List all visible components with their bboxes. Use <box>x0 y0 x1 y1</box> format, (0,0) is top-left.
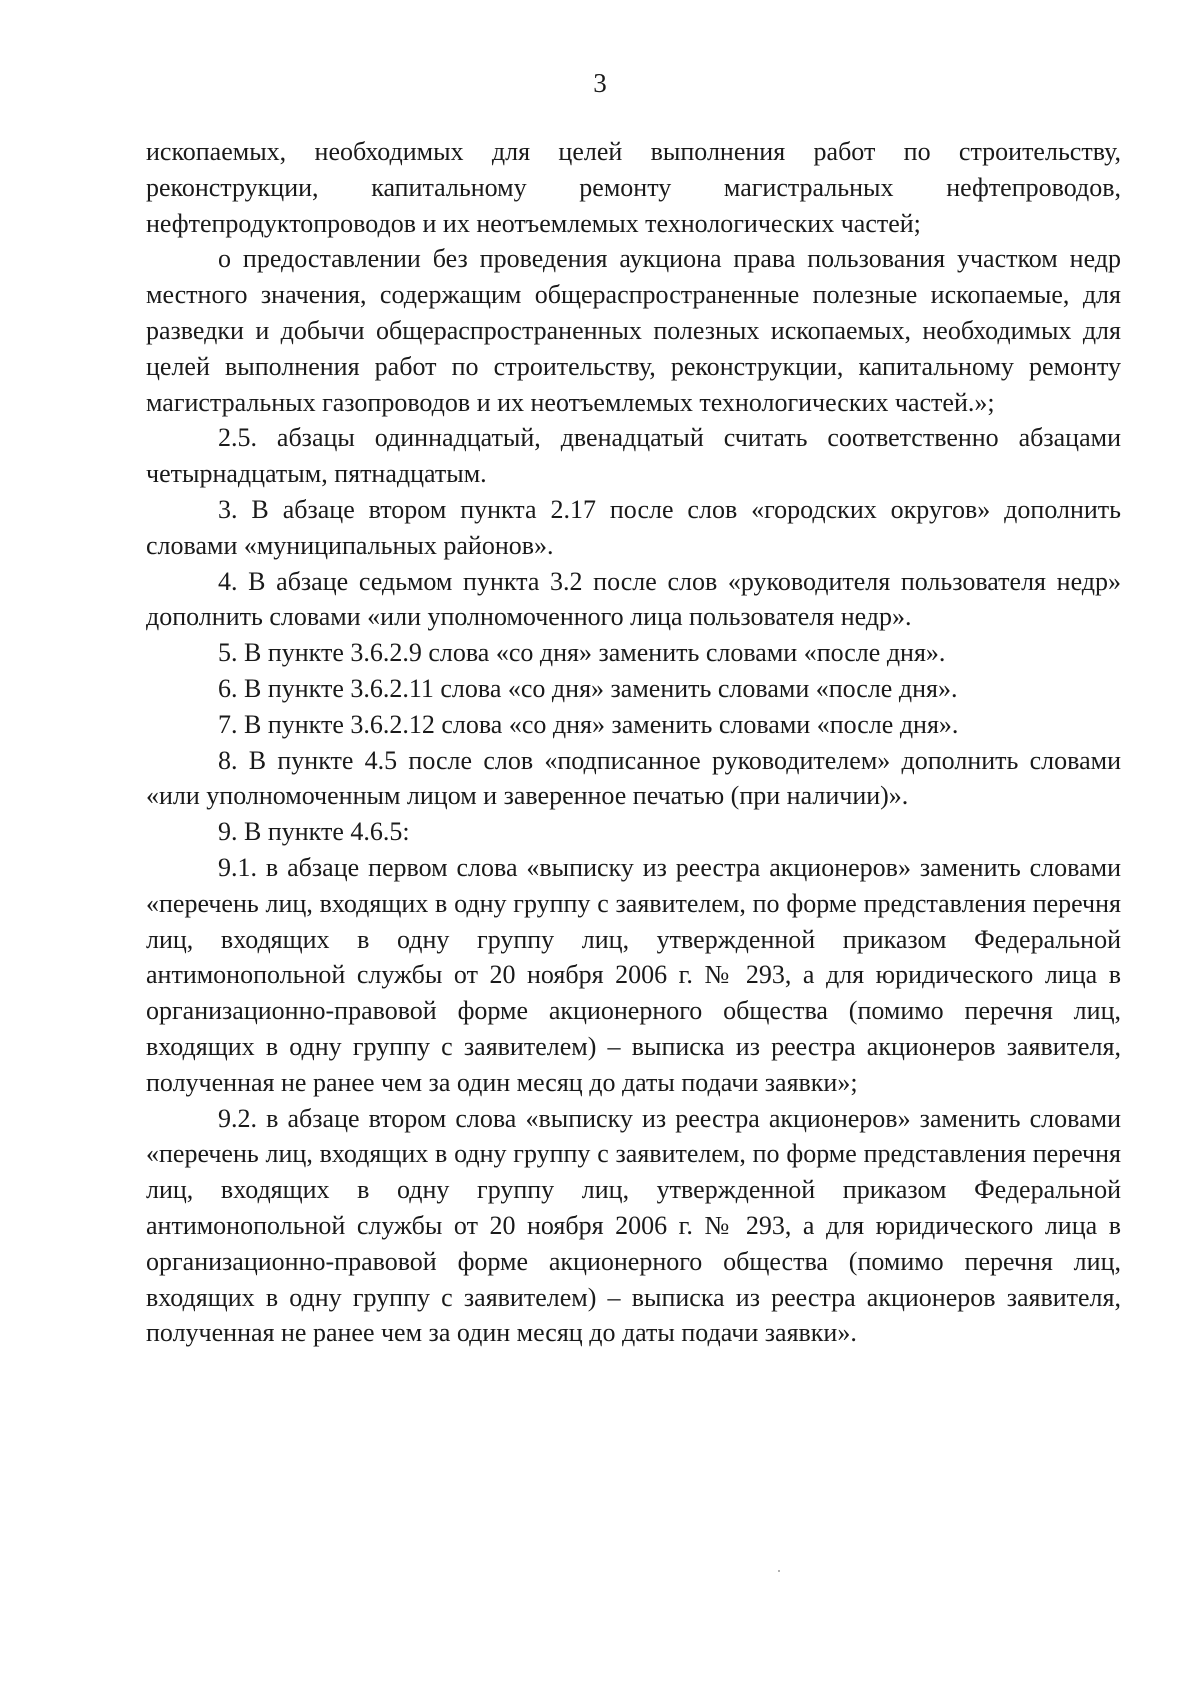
scan-speck <box>778 1570 780 1572</box>
paragraph-9-1: 9.1. в абзаце первом слова «выписку из реестра акционеров» заменить словами «перечень лиц, входящих в одну группу с заявителем, по форме представления перечня лиц, входящих в одну группу лиц, утвержденной приказом Федеральной антимонопольной службы от 20 ноября 2006 г. № 293, а для юридического лица в организационно-правовой форме акционерного общества (помимо перечня лиц, входящих в одну группу с заявителем) – выписка из реестра акционеров заявителя, полученная не ранее чем за один месяц до даты подачи заявки»; <box>146 852 1121 1097</box>
paragraph-gas-pipelines: о предоставлении без проведения аукциона права пользования участком недр местного значения, содержащим общераспространенные полезные ископаемые, для разведки и добычи общераспространенных полезных ископаемых, необходимых для целей выполнения работ по строительству, реконструкции, капитальному ремонту магистральных газопроводов и их неотъемлемых технологических частей.»; <box>146 244 1121 417</box>
paragraph-4: 4. В абзаце седьмом пункта 3.2 после слов «руководителя пользователя недр» дополнить словами «или уполномоченного лица пользователя недр». <box>146 566 1121 632</box>
paragraph-continuation: ископаемых, необходимых для целей выполнения работ по строительству, реконструкции, капитальному ремонту магистральных нефтепроводов, нефтепродуктопроводов и их неотъемлемых технологических частей; <box>146 137 1121 238</box>
paragraph-7: 7. В пункте 3.6.2.12 слова «со дня» заменить словами «после дня». <box>218 709 959 739</box>
paragraph-8: 8. В пункте 4.5 после слов «подписанное руководителем» дополнить словами «или уполномоченным лицом и заверенное печатью (при наличии)». <box>146 745 1121 811</box>
paragraph-9: 9. В пункте 4.6.5: <box>218 817 410 847</box>
paragraph-9-2: 9.2. в абзаце втором слова «выписку из реестра акционеров» заменить словами «перечень лиц, входящих в одну группу с заявителем, по форме представления перечня лиц, входящих в одну группу лиц, утвержденной приказом Федеральной антимонопольной службы от 20 ноября 2006 г. № 293, а для юридического лица в организационно-правовой форме акционерного общества (помимо перечня лиц, входящих в одну группу с заявителем) – выписка из реестра акционеров заявителя, полученная не ранее чем за один месяц до даты подачи заявки». <box>146 1103 1121 1348</box>
paragraph-2-5: 2.5. абзацы одиннадцатый, двенадцатый считать соответственно абзацами четырнадцатым, пятнадцатым. <box>146 423 1121 489</box>
paragraph-6: 6. В пункте 3.6.2.11 слова «со дня» заменить словами «после дня». <box>218 673 958 703</box>
paragraph-5: 5. В пункте 3.6.2.9 слова «со дня» заменить словами «после дня». <box>218 638 946 668</box>
paragraph-3: 3. В абзаце втором пункта 2.17 после слов «городских округов» дополнить словами «муниципальных районов». <box>146 494 1121 560</box>
document-body <box>146 134 1121 1351</box>
page-number: 3 <box>593 68 607 98</box>
